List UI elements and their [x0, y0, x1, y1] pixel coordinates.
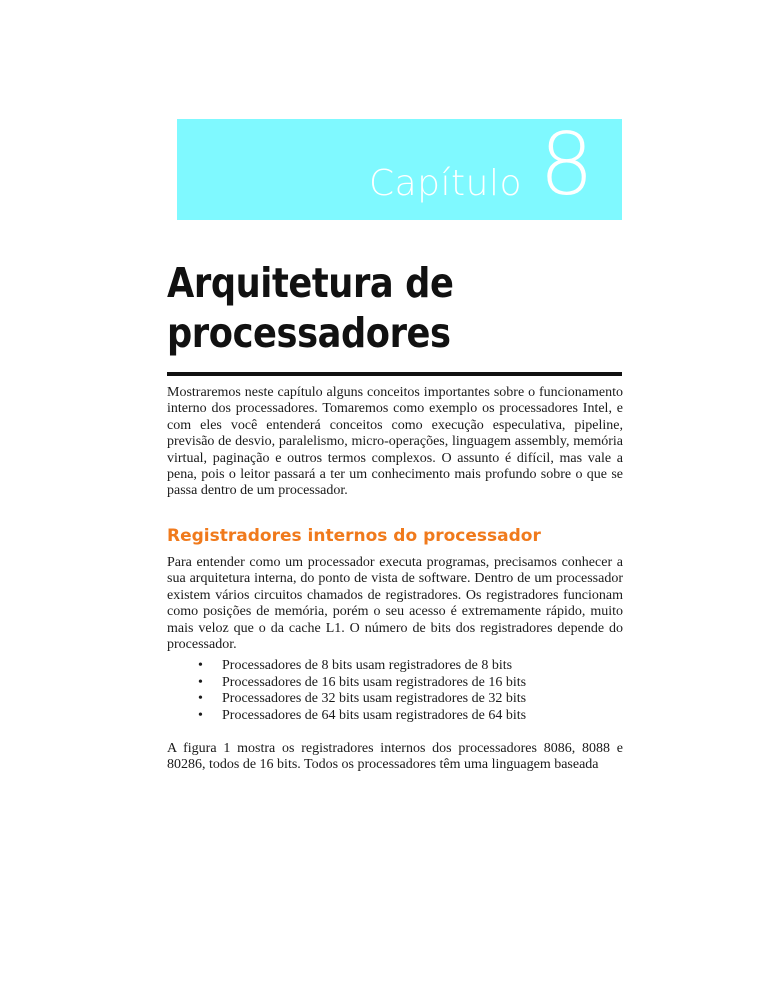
- bullet-icon: •: [198, 658, 203, 673]
- chapter-word: Capítulo: [368, 163, 522, 204]
- list-item-text: Processadores de 64 bits usam registradores de 64 bits: [222, 707, 527, 723]
- chapter-banner: [177, 115, 622, 220]
- bullet-list: [198, 658, 526, 724]
- intro-paragraph: Mostraremos neste capítulo alguns conceitos importantes sobre o funcionamento interno dos processadores. Tomaremos como exemplo os processadores Intel, e com eles você entenderá conceitos como execução especulativa, pipeline, previsão de desvio, paralelismo, micro-operações, linguagem assembly, memória virtual, paginação e outros termos complexos. O assunto é difícil, mas vale a pena, pois o leitor passará a ter um conhecimento mais profundo sobre o que se passa dentro de um processador.: [167, 385, 623, 499]
- list-item-text: Processadores de 16 bits usam registradores de 16 bits: [222, 674, 527, 690]
- chapter-title-line-1: Arquitetura de: [167, 259, 454, 307]
- list-item: [198, 691, 526, 708]
- chapter-title: [167, 258, 453, 358]
- list-item: [198, 708, 526, 725]
- section-heading: Registradores internos do processador: [167, 526, 541, 546]
- bullet-icon: •: [198, 691, 203, 707]
- list-item-text: Processadores de 32 bits usam registradores de 32 bits: [222, 691, 527, 707]
- list-item-text: Processadores de 8 bits usam registradores de 8 bits: [222, 658, 513, 673]
- chapter-title-line-2: processadores: [167, 309, 451, 357]
- list-item: [198, 675, 526, 692]
- bullet-icon: •: [198, 674, 203, 690]
- list-item: [198, 658, 526, 675]
- bullet-icon: •: [198, 707, 203, 723]
- closing-paragraph: A figura 1 mostra os registradores internos dos processadores 8086, 8088 e 80286, todos de 16 bits. Todos os processadores têm uma linguagem baseada: [167, 741, 623, 773]
- title-rule: [167, 372, 622, 376]
- section-paragraph: Para entender como um processador executa programas, precisamos conhecer a sua arquitetura interna, do ponto de vista de software. Dentro de um processador existem vários circuitos chamados de registradores. Os registradores funcionam como posições de memória, porém o seu acesso é extremamente rápido, muito mais veloz que o da cache L1. O número de bits dos registradores depende do processador.: [167, 555, 623, 653]
- chapter-number: 8: [539, 115, 594, 215]
